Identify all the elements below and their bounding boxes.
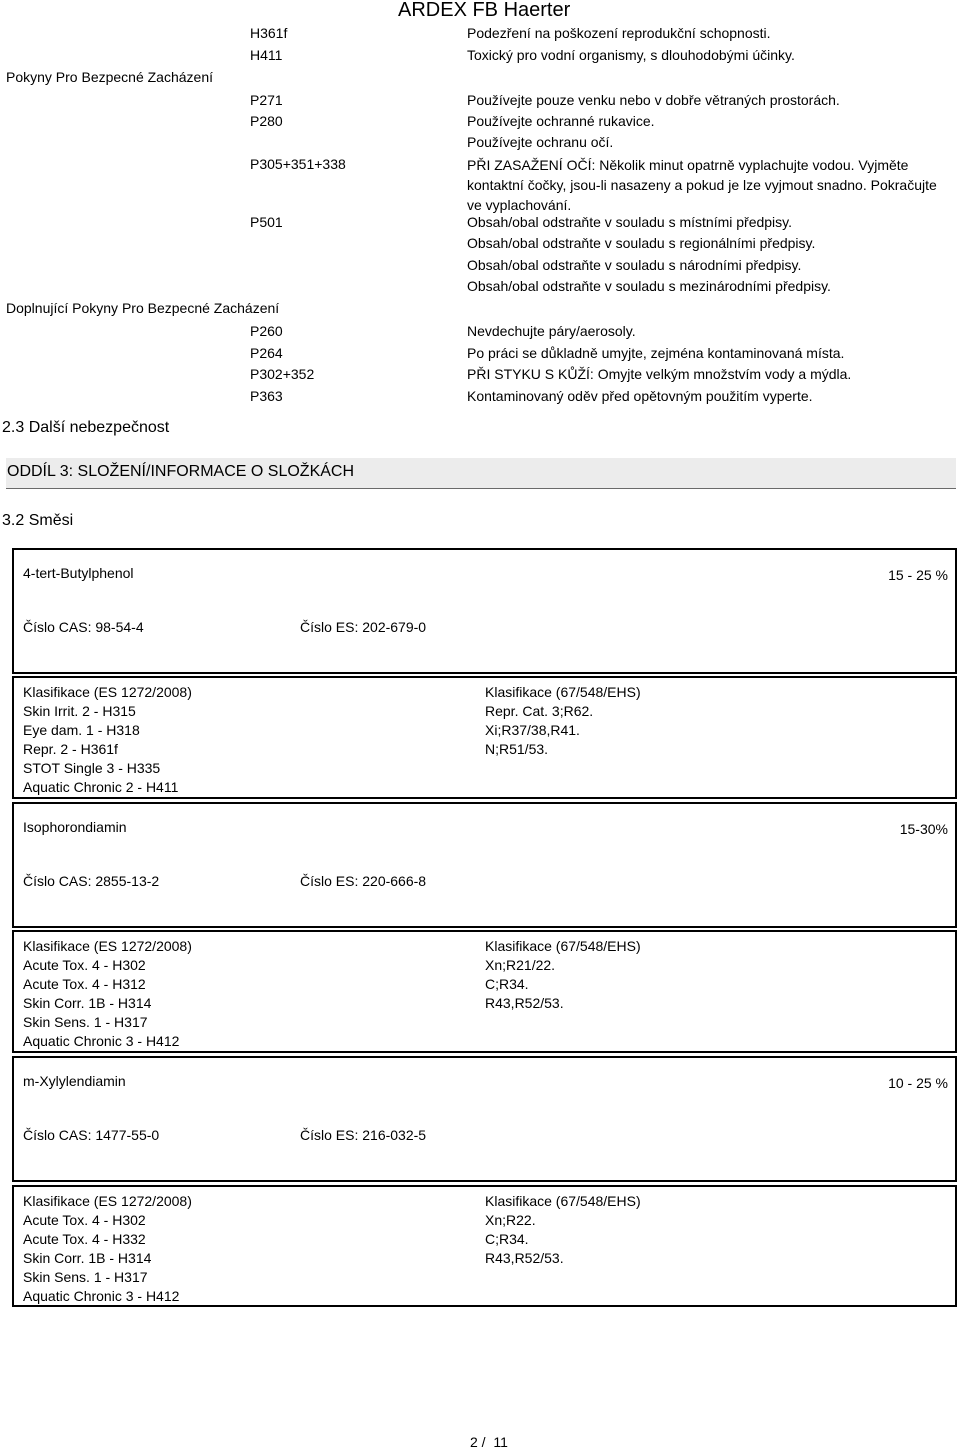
clp-classification-item: Eye dam. 1 - H318	[23, 722, 140, 738]
component-es-number: Číslo ES: 220-666-8	[300, 873, 427, 889]
supplementary-text-p264: Po práci se důkladně umyjte, zejména kontaminovaná místa.	[467, 345, 845, 361]
hazard-text-h361f: Podezření na poškození reprodukční schopnosti.	[467, 25, 771, 41]
hazard-code-h361f: H361f	[250, 25, 288, 41]
dsd-classification-title: Klasifikace (67/548/EHS)	[485, 938, 641, 954]
precaution-code-p501: P501	[250, 214, 283, 230]
other-hazards-heading: 2.3 Další nebezpečnost	[2, 419, 170, 436]
clp-classification-item: STOT Single 3 - H335	[23, 760, 161, 776]
supplementary-code-p264: P264	[250, 345, 283, 361]
component-name: Isophorondiamin	[23, 819, 127, 835]
dsd-classification-item: R43,R52/53.	[485, 995, 564, 1011]
component-percent: 15 - 25 %	[888, 567, 948, 583]
precaution-text-p305: PŘI ZASAŽENÍ OČÍ: Několik minut opatrně vyplachujte vodou. Vyjměte kontaktní čočky, jsou-li nasazeny a pokud je lze vyjmout snadno. Pokračujte ve vyplachování.	[467, 157, 937, 213]
precaution-text-p501-regional: Obsah/obal odstraňte v souladu s regionálními předpisy.	[467, 235, 816, 251]
clp-classification-list	[23, 1192, 192, 1306]
component-identification-box	[12, 548, 957, 674]
dsd-classification-item: C;R34.	[485, 976, 529, 992]
document-title: ARDEX FB Haerter	[398, 0, 571, 21]
precautionary-label: Pokyny Pro Bezpecné Zacházení	[6, 69, 214, 85]
clp-classification-item: Aquatic Chronic 2 - H411	[23, 779, 179, 795]
dsd-classification-item: C;R34.	[485, 1231, 529, 1247]
component-cas-number: Číslo CAS: 2855-13-2	[23, 873, 160, 889]
dsd-classification-item: Xn;R21/22.	[485, 957, 556, 973]
clp-classification-item: Aquatic Chronic 3 - H412	[23, 1288, 180, 1304]
precaution-text-eye-protection: Používejte ochranu očí.	[467, 134, 614, 150]
component-es-number: Číslo ES: 202-679-0	[300, 619, 427, 635]
precaution-code-p305: P305+351+338	[250, 156, 346, 172]
hazard-text-h411: Toxický pro vodní organismy, s dlouhodobými účinky.	[467, 47, 795, 63]
supplementary-text-p363: Kontaminovaný oděv před opětovným použitím vyperte.	[467, 388, 813, 404]
component-identification-box	[12, 802, 957, 928]
hazard-code-h411: H411	[250, 47, 283, 63]
dsd-classification-item: Xn;R22.	[485, 1212, 536, 1228]
component-name: m-Xylylendiamin	[23, 1073, 126, 1089]
clp-classification-item: Acute Tox. 4 - H332	[23, 1231, 146, 1247]
clp-classification-list	[23, 683, 192, 797]
dsd-classification-list	[485, 1192, 641, 1268]
clp-classification-item: Skin Irrit. 2 - H315	[23, 703, 136, 719]
dsd-classification-title: Klasifikace (67/548/EHS)	[485, 684, 641, 700]
clp-classification-title: Klasifikace (ES 1272/2008)	[23, 1193, 192, 1209]
dsd-classification-item: N;R51/53.	[485, 741, 549, 757]
supplementary-code-p302: P302+352	[250, 366, 315, 382]
section-3-title: ODDÍL 3: SLOŽENÍ/INFORMACE O SLOŽKÁCH	[7, 463, 355, 480]
dsd-classification-list	[485, 937, 641, 1013]
dsd-classification-item: Repr. Cat. 3;R62.	[485, 703, 594, 719]
dsd-classification-item: Xi;R37/38,R41.	[485, 722, 580, 738]
clp-classification-item: Skin Corr. 1B - H314	[23, 1250, 152, 1266]
page-number: 2 / 11	[470, 1434, 508, 1450]
clp-classification-title: Klasifikace (ES 1272/2008)	[23, 938, 192, 954]
precaution-text-p501-international: Obsah/obal odstraňte v souladu s mezinárodními předpisy.	[467, 278, 831, 294]
supplementary-text-p260: Nevdechujte páry/aerosoly.	[467, 323, 636, 339]
section-3-header	[6, 458, 956, 489]
clp-classification-title: Klasifikace (ES 1272/2008)	[23, 684, 192, 700]
precaution-text-p271: Používejte pouze venku nebo v dobře větraných prostorách.	[467, 92, 840, 108]
mixtures-subheading: 3.2 Směsi	[2, 512, 74, 529]
component-name: 4-tert-Butylphenol	[23, 565, 134, 581]
precaution-code-p271: P271	[250, 92, 283, 108]
clp-classification-item: Skin Corr. 1B - H314	[23, 995, 152, 1011]
component-percent: 15-30%	[899, 821, 948, 837]
clp-classification-item: Acute Tox. 4 - H302	[23, 1212, 146, 1228]
clp-classification-list	[23, 937, 192, 1051]
precaution-text-p501-local: Obsah/obal odstraňte v souladu s místními předpisy.	[467, 214, 793, 230]
dsd-classification-title: Klasifikace (67/548/EHS)	[485, 1193, 641, 1209]
clp-classification-item: Acute Tox. 4 - H302	[23, 957, 146, 973]
precaution-text-p280: Používejte ochranné rukavice.	[467, 113, 655, 129]
clp-classification-item: Repr. 2 - H361f	[23, 741, 118, 757]
supplementary-text-p302: PŘI STYKU S KŮŽÍ: Omyjte velkým množstvím vody a mýdla.	[467, 366, 852, 382]
clp-classification-item: Aquatic Chronic 3 - H412	[23, 1033, 180, 1049]
clp-classification-item: Skin Sens. 1 - H317	[23, 1014, 148, 1030]
supplementary-code-p260: P260	[250, 323, 283, 339]
component-es-number: Číslo ES: 216-032-5	[300, 1127, 427, 1143]
dsd-classification-item: R43,R52/53.	[485, 1250, 564, 1266]
supplementary-label: Doplnující Pokyny Pro Bezpecné Zacházení	[6, 300, 280, 316]
precaution-text-p501-national: Obsah/obal odstraňte v souladu s národními předpisy.	[467, 257, 802, 273]
supplementary-code-p363: P363	[250, 388, 283, 404]
precaution-code-p280: P280	[250, 113, 283, 129]
clp-classification-item: Acute Tox. 4 - H312	[23, 976, 146, 992]
component-cas-number: Číslo CAS: 1477-55-0	[23, 1127, 160, 1143]
clp-classification-item: Skin Sens. 1 - H317	[23, 1269, 148, 1285]
component-cas-number: Číslo CAS: 98-54-4	[23, 619, 144, 635]
component-percent: 10 - 25 %	[888, 1075, 948, 1091]
component-identification-box	[12, 1056, 957, 1182]
dsd-classification-list	[485, 683, 641, 759]
